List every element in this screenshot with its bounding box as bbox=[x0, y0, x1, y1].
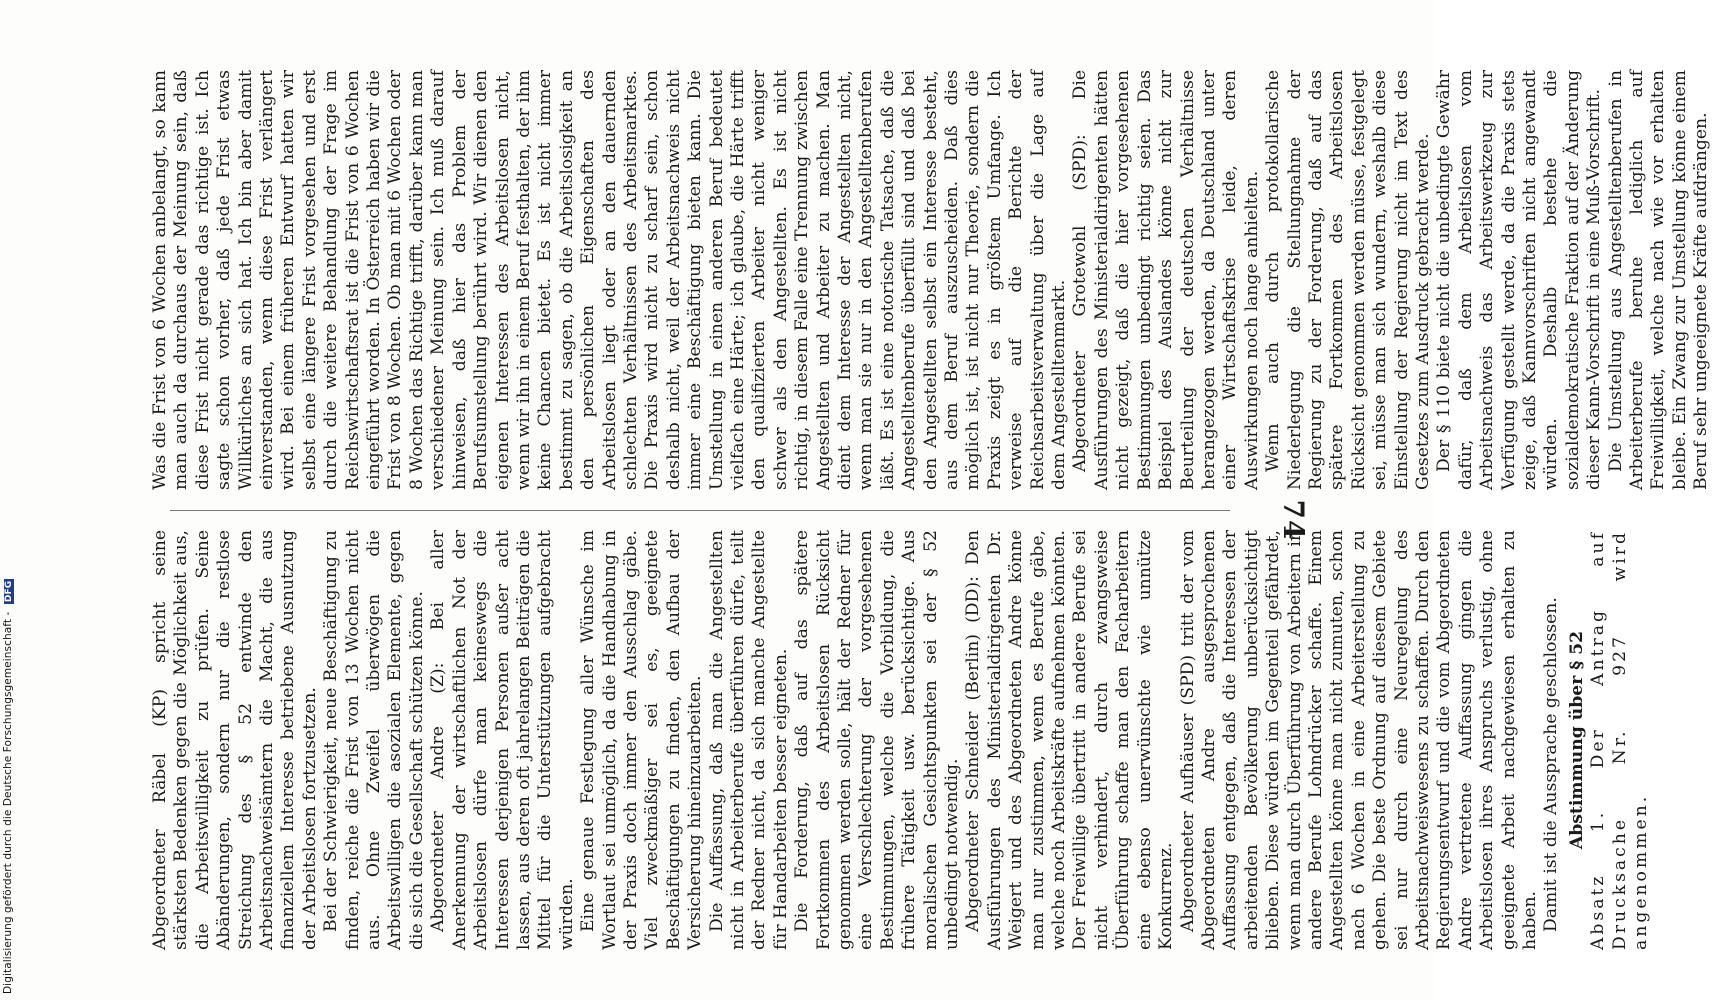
paragraph: Bei der Schwierigkeit, neue Beschäftigung zu finden, reiche die Frist von 13 Wochen nicht aus. Ohne Zweifel überwögen die Arbeitswilligen die asozialen Elemente, gegen die sich die Gesellschaft schützen könne. bbox=[321, 530, 427, 950]
paragraph: Abgeordneter Aufhäuser (SPD) tritt der vom Abgeordneten Andre ausgesprochenen Auffassung entgegen, daß die Interessen der arbeitenden Bevölkerung unberücksichtigt blieben. Diese würden im Gegenteil gefährdet, wenn man durch Überführung von Arbeitern in andere Berufe Lohndrücker schaffe. Einem Angestellten könne man nicht zumuten, schon nach 6 Wochen in eine Arbeiterstellung zu gehen. Die beste Ordnung auf diesem Gebiete sei nur durch eine Neuregelung des Arbeitsnachweiswesens zu schaffen. Durch den Regierungsentwurf und die vom Abgeordneten Andre vertretene Auffassung gingen die Arbeitslosen ihres Anspruchs verlustig, ohne geeignete Arbeit nachgewiesen erhalten zu haben. bbox=[1177, 530, 1540, 950]
digitization-note-text: Digitalisierung gefördert durch die Deutsche Forschungsgemeinschaft - bbox=[2, 611, 14, 994]
document-page bbox=[140, 70, 1712, 970]
paragraph: Abgeordneter Schneider (Berlin) (DD): Den Ausführungen des Ministerialdirigenten Dr. Weigert und des Abgeordneten Andre könne man nur zustimmen, wenn es Berufe gäbe, welche noch Arbeitskräfte aufnehmen könnten. Der Freiwillige übertritt in andere Berufe sei nicht verhindert, durch zwangsweise Überführung schaffe man den Facharbeitern eine ebenso unerwünschte wie unnütze Konkurrenz. bbox=[963, 530, 1177, 950]
paragraph: Was die Frist von 6 Wochen anbelangt, so kann man auch da durchaus der Meinung sein, daß diese Frist nicht gerade das richtige ist. Ich sagte schon vorher, daß jede Frist etwas Willkürliches an sich hat. Ich bin aber damit einverstanden, wenn diese Frist verlängert wird. Bei einem früheren Entwurf hatten wir selbst eine längere Frist vorgesehen und erst durch die weitere Behandlung der Frage im Reichswirtschaftsrat ist die Frist von 6 Wochen eingeführt worden. In Österreich haben wir die Frist von 8 Wochen. Ob man mit 6 Wochen oder 8 Wochen das Richtige trifft, darüber kann man verschiedener Meinung sein. Ich muß darauf hinweisen, daß hier das Problem der Berufsumstellung berührt wird. Wir dienen den eigenen Interessen des Arbeitslosen nicht, wenn wir ihn in einem Beruf festhalten, der ihm keine Chancen bietet. Es ist nicht immer bestimmt zu sagen, ob die Arbeitslosigkeit an den persönlichen Eigenschaften des Arbeitslosen liegt oder an den dauernden schlechten Verhältnissen des Arbeitsmarktes. Die Praxis wird nicht zu scharf sein, schon deshalb nicht, weil der Arbeitsnachweis nicht immer eine Beschäftigung bieten kann. Die Umstellung in einen anderen Beruf bedeutet vielfach eine Härte; ich glaube, die Härte trifft den qualifizierten Arbeiter nicht weniger schwer als den Angestellten. Es ist nicht richtig, in diesem Falle eine Trennung zwischen Angestellten und Arbeiter zu machen. Man dient dem Interesse der Angestellten nicht, wenn man sie nur in den Angestelltenberufen läßt. Es ist eine notorische Tatsache, daß die Angestelltenberufe überfüllt sind und daß bei den Angestellten selbst ein Interesse besteht, aus dem Beruf auszuscheiden. Daß dies möglich ist, ist nicht nur Theorie, sondern die Praxis zeigt es in größtem Umfange. Ich verweise auf die Berichte der Reichsarbeitsverwaltung über die Lage auf dem Angestelltenmarkt. bbox=[150, 70, 1070, 490]
paragraph: Damit ist die Aussprache geschlossen. bbox=[1541, 597, 1562, 932]
paragraph: Abgeordneter Andre (Z): Bei aller Anerkennung der wirtschaftlichen Not der Arbeitslosen dürfe man keineswegs die Interessen derjenigen Personen außer acht lassen, aus deren oft jahrelangen Beiträgen die Mittel für die Unterstützungen aufgebracht würden. bbox=[428, 530, 577, 950]
page-number: 74 bbox=[1277, 499, 1310, 541]
paragraph: Die Forderung, daß auf das spätere Fortkommen des Arbeitslosen Rücksicht genommen werden solle, hält der Redner für eine Verschlechterung der vorgesehenen Bestimmungen, welche die Vorbildung, die frühere Tätigkeit usw. berücksichtige. Aus moralischen Gesichtspunkten sei der § 52 unbedingt notwendig. bbox=[792, 530, 963, 950]
paragraph: Die Umstellung aus Angestelltenberufen in Arbeiterberufe beruhe lediglich auf Freiwilligkeit, welche nach wie vor erhalten bleibe. Ein Zwang zur Umstellung könne einem Beruf sehr ungeeignete Kräfte aufdrängen. bbox=[1605, 70, 1712, 490]
paragraph: Eine genaue Festlegung aller Wünsche im Wortlaut sei unmöglich, da die Handhabung in der Praxis doch immer den Ausschlag gäbe. Viel zweckmäßiger sei es, geeignete Beschäftigungen zu finden, den Aufbau der Versicherung hineinzuarbeiten. bbox=[578, 530, 706, 950]
paragraph: Die Auffassung, daß man die Angestellten nicht in Arbeiterberufe überführen dürfe, teilt der Redner nicht, da sich manche Angestellte für Handarbeiten besser eigneten. bbox=[706, 530, 791, 950]
vote-text: Absatz 1. Der Antrag auf Drucksache Nr. 927 wird angenommen. bbox=[1588, 530, 1652, 950]
paragraph: Wenn auch durch protokollarische Niederlegung die Stellungnahme der Regierung zu der Forderung, daß auf das spätere Fortkommen des Arbeitslosen Rücksicht genommen werden müsse, festgelegt sei, müsse man sich wundern, weshalb diese Einstellung der Regierung nicht im Text des Gesetzes zum Ausdruck gebracht werde. bbox=[1263, 70, 1433, 490]
right-text-column bbox=[150, 70, 1712, 490]
dfg-logo: DFG bbox=[4, 580, 14, 603]
paragraph: Der § 110 biete nicht die unbedingte Gewähr dafür, daß dem Arbeitslosen vom Arbeitsnachweis das Arbeitswerkzeug zur Verfügung gestellt werde, da die Praxis stets zeige, daß Kannvorschriften nicht angewandt würden. Deshalb bestehe die sozialdemokratische Fraktion auf der Änderung dieser Kann-Vorschrift in eine Muß-Vorschrift. bbox=[1434, 70, 1605, 490]
digitization-note bbox=[2, 579, 14, 994]
column-divider bbox=[170, 510, 1230, 511]
paragraph: Abgeordneter Grotewohl (SPD): Die Ausführungen des Ministerialdirigenten hätten nicht gezeigt, daß die hier vorgesehenen Bestimmungen unbedingt richtig seien. Das Beispiel des Auslandes könne nicht zur Beurteilung der deutschen Verhältnisse herangezogen werden, da Deutschland unter einer Wirtschaftskrise leide, deren Auswirkungen noch lange anhielten. bbox=[1070, 70, 1262, 490]
digitization-sidebar bbox=[0, 0, 16, 1000]
paragraph: Abgeordneter Räbel (KP) spricht seine stärksten Bedenken gegen die Möglichkeit aus, die Arbeitswilligkeit zu prüfen. Seine Abänderungen, sondern nur die restlose Streichung des § 52 entwinde den Arbeitsnachweisämtern die Macht, die aus finanziellem Interesse betriebene Ausnutzung der Arbeitslosen fortzusetzen. bbox=[150, 530, 320, 950]
vote-heading: Abstimmung über § 52 bbox=[1566, 630, 1587, 850]
left-text-column bbox=[150, 530, 1652, 950]
